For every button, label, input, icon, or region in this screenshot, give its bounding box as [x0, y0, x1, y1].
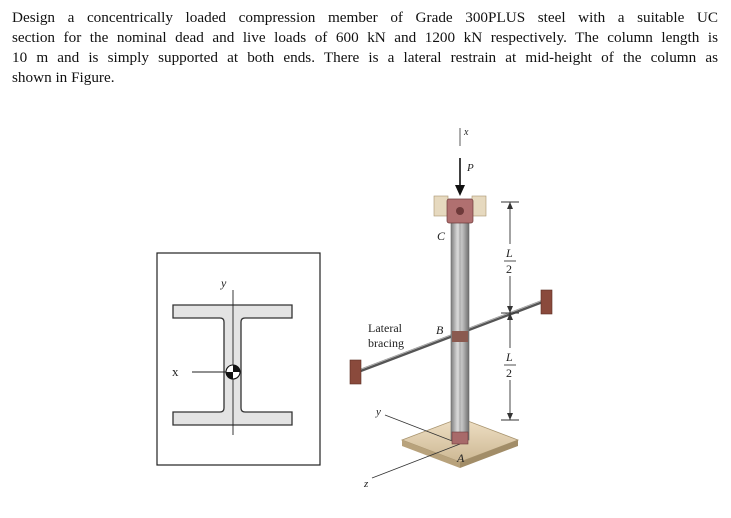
load-label: P	[467, 162, 474, 174]
column-y-label: y	[376, 406, 381, 418]
section-x-label: x	[172, 364, 179, 379]
dim-upper-denominator: 2	[506, 262, 512, 276]
problem-line: shown in Figure.	[12, 69, 115, 86]
mid-pin	[452, 331, 468, 342]
centroid-marker	[226, 365, 240, 379]
point-c-label: C	[437, 229, 446, 243]
column-figure	[350, 127, 552, 490]
section-figure	[157, 253, 320, 465]
bracing-label-line1: Lateral	[368, 321, 402, 335]
problem-line: 10 m and is simply supported at both ends. There is a lateral restrain at mid-height of the column as	[12, 49, 718, 66]
bracing-support-right	[541, 290, 552, 314]
top-support-block-right	[472, 196, 486, 216]
point-b-label: B	[436, 323, 444, 337]
column-x-label: x	[464, 127, 469, 138]
top-support-block-left	[434, 196, 448, 216]
bracing-support-left	[350, 360, 361, 384]
problem-line: Design a concentrically loaded compression member of Grade 300PLUS steel with a suitable UC	[12, 9, 718, 26]
bracing-label-line2: bracing	[368, 336, 404, 350]
base-pin	[452, 432, 468, 444]
dim-lower-numerator: L	[506, 350, 513, 364]
problem-line: section for the nominal dead and live loads of 600 kN and 1200 kN respectively. The column length is	[12, 29, 718, 46]
dim-lower-denominator: 2	[506, 366, 512, 380]
section-y-label: y	[221, 276, 227, 290]
column-z-label: z	[364, 478, 369, 490]
dim-upper-numerator: L	[506, 246, 513, 260]
load-arrowhead	[455, 185, 465, 196]
point-a-label: A	[457, 451, 465, 465]
